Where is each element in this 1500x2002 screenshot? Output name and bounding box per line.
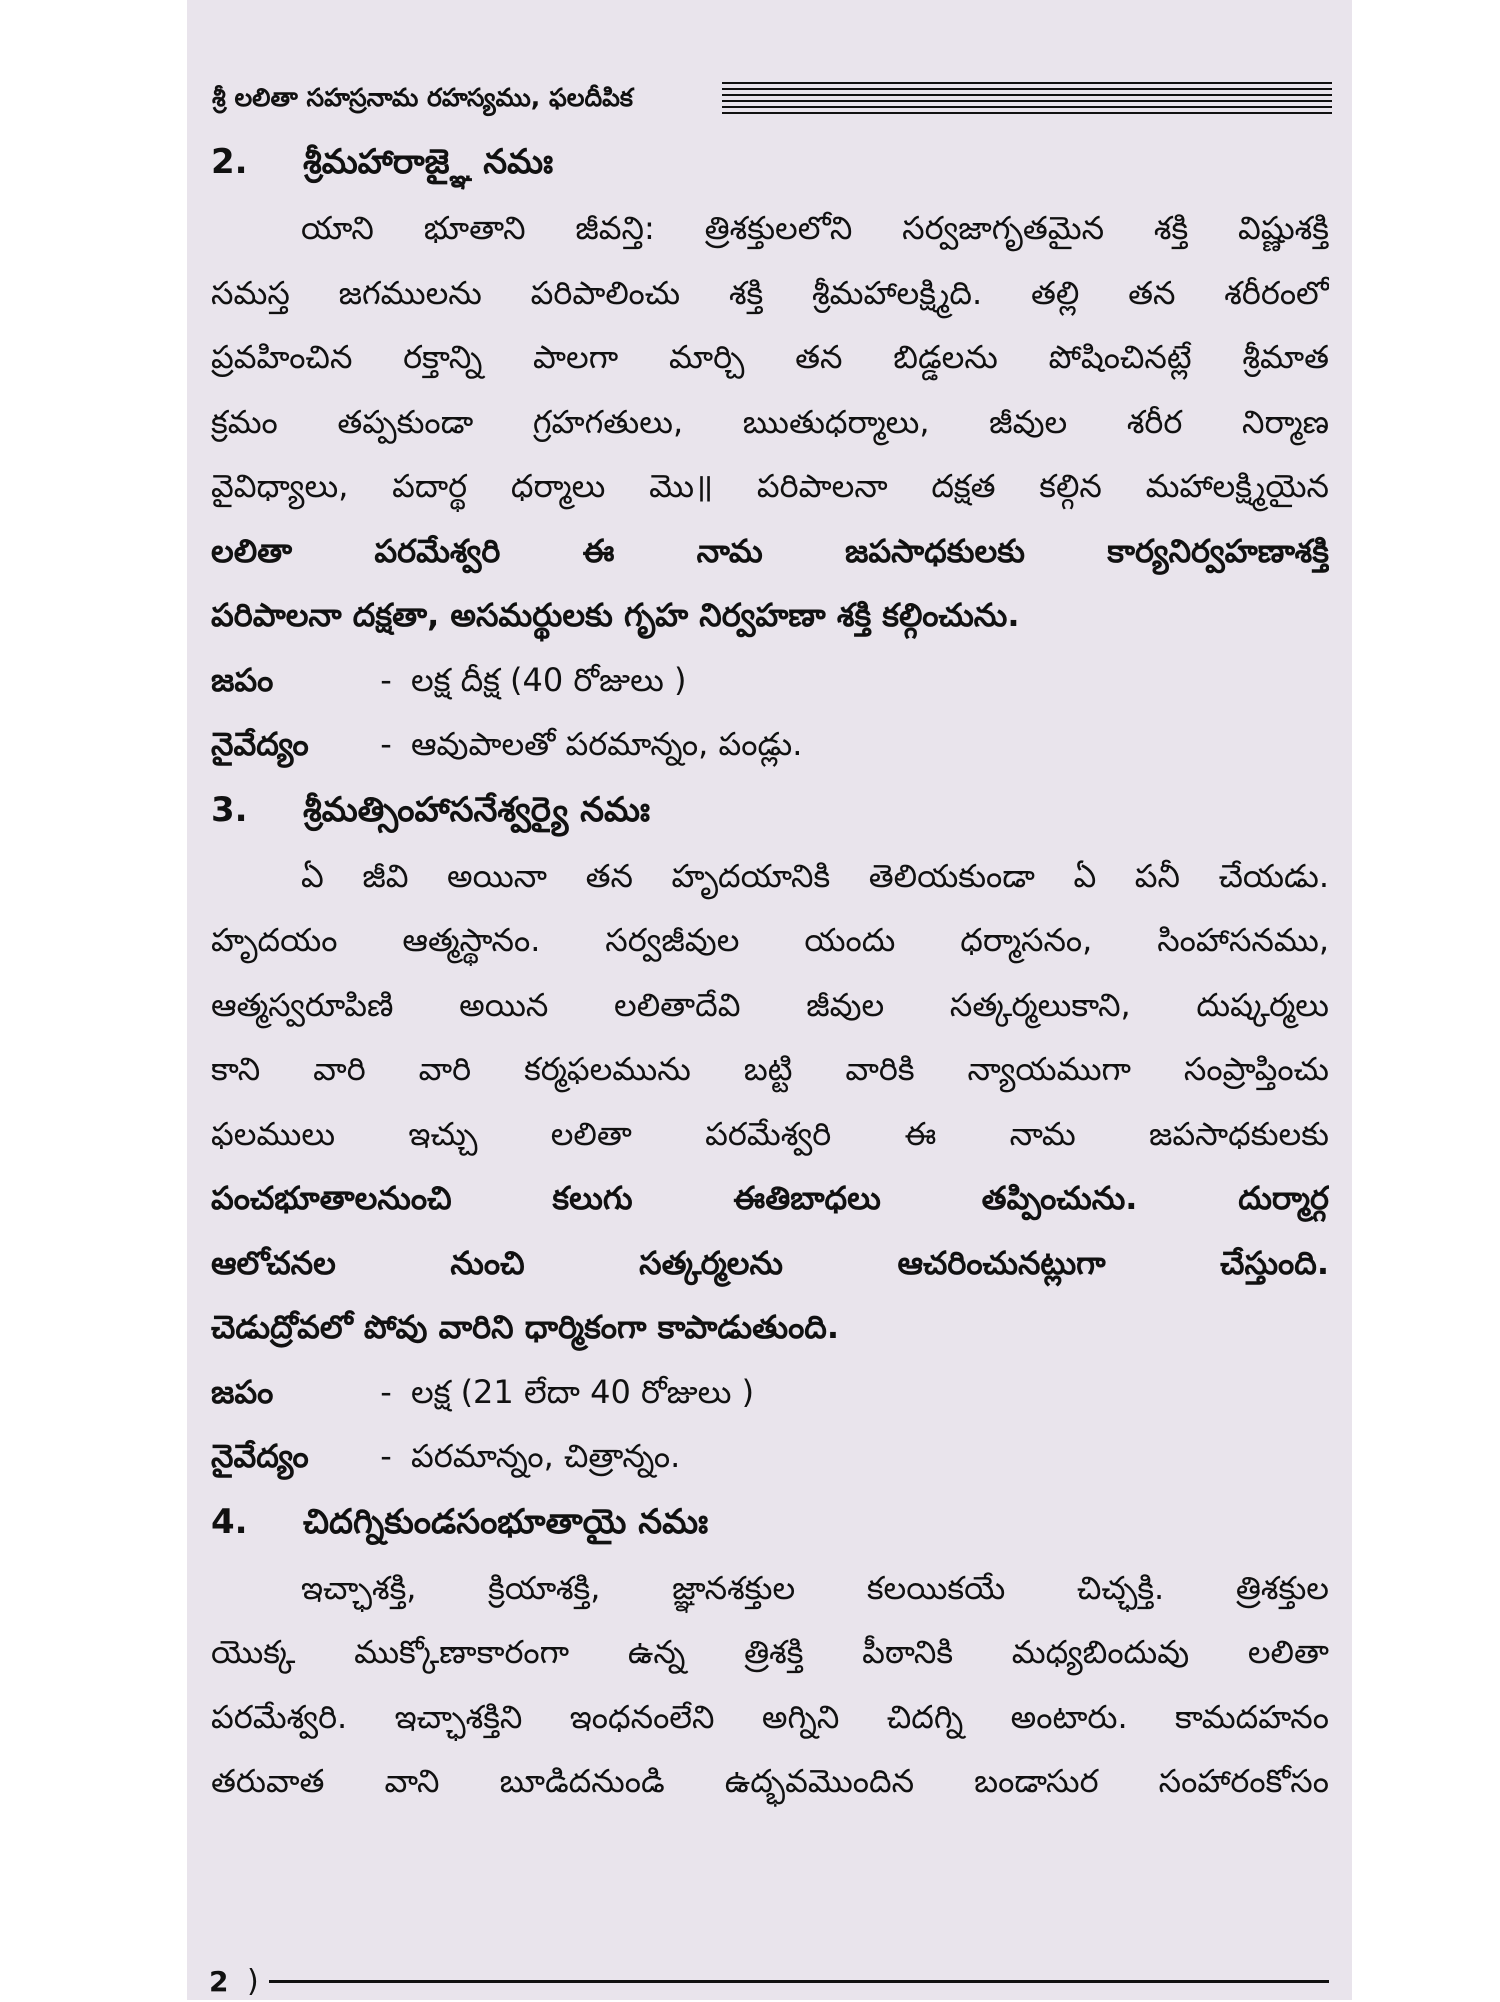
text-line: క్రమం తప్పకుండా గ్రహగతులు, ఋతుధర్మాలు, జీవుల శరీర నిర్మాణ [211,402,1329,441]
page-number: 2 [209,1965,229,1998]
section-number: 3. [211,789,248,830]
text-line: యొక్క ముక్కోణాకారంగా ఉన్న త్రిశక్తి పీఠానికి మధ్యబిందువు లలితా [211,1633,1329,1671]
header-rule-lines [722,82,1332,114]
section-title: శ్రీమహారాజ్ఞై నమః [303,142,554,182]
text-line: ప్రవహించిన రక్తాన్ని పాలగా మార్చి తన బిడ్డలను పోషించినట్లే శ్రీమాత [211,338,1329,376]
page-body [211,128,1329,1814]
dash: - [380,724,392,763]
section-heading [211,776,1329,844]
text-line: కాని వారి వారి కర్మఫలమును బట్టి వారికి న్యాయముగా సంప్రాప్తించు [211,1050,1329,1088]
section-title: చిదగ్నికుండసంభూతాయై నమః [303,1501,709,1542]
section-heading [211,1488,1329,1556]
naivedyam-value: పరమాన్నం, చిత్రాన్నం. [411,1436,681,1475]
section-title: శ్రీమత్సింహాసనేశ్వర్యై నమః [303,789,651,830]
text-line: హృదయం ఆత్మస్థానం. సర్వజీవుల యందు ధర్మాసనం, సింహాసనము, [211,921,1329,959]
page-footer [209,1964,1329,1999]
crescent-ornament-icon: ) [247,1964,259,1999]
section-heading [211,128,1329,196]
naivedyam-value: ఆవుపాలతో పరమాన్నం, పండ్లు. [411,724,803,763]
running-title: శ్రీ లలితా సహస్రనామ రహస్యము, ఫలదీపిక [212,83,633,112]
japam-value: లక్ష దీక్ష (40 రోజులు ) [411,660,687,699]
section-paragraph [211,844,1329,1360]
section-paragraph [211,1556,1329,1814]
text-line: యాని భూతాని జీవన్తి: త్రిశక్తులలోని సర్వజాగృతమైన శక్తి విష్ణుశక్తి [301,209,1329,247]
dash: - [380,1436,392,1475]
japam-label: జపం [211,1372,274,1411]
book-page [187,0,1352,2000]
footer-rule [269,1980,1329,1983]
naivedyam-row [211,1424,1329,1488]
text-line: లలితా పరమేశ్వరి ఈ నామ జపసాధకులకు కార్యనిర్వహణాశక్తి [211,531,1329,570]
text-line: పరమేశ్వరి. ఇచ్ఛాశక్తిని ఇంధనంలేని అగ్నిని చిదగ్ని అంటారు. కామదహనం [211,1697,1329,1736]
naivedyam-label: నైవేద్యం [211,1436,309,1475]
japam-label: జపం [211,660,274,699]
text-line: తరువాత వాని బూడిదనుండి ఉద్భవమొందిన బండాసుర సంహారంకోసం [211,1762,1329,1800]
text-line: ఇచ్ఛాశక్తి, క్రియాశక్తి, జ్ఞానశక్తుల కలయికయే చిచ్ఛక్తి. త్రిశక్తుల [301,1568,1329,1607]
text-line: చెడుద్రోవలో పోవు వారిని ధార్మికంగా కాపాడుతుంది. [211,1308,840,1346]
dash: - [380,660,392,699]
running-header [212,78,1332,118]
japam-row [211,1360,1329,1424]
text-line: ఆలోచనల నుంచి సత్కర్మలను ఆచరించునట్లుగా చేస్తుంది. [211,1243,1329,1282]
text-line: సమస్త జగములను పరిపాలించు శక్తి శ్రీమహాలక్ష్మిది. తల్లి తన శరీరంలో [211,273,1329,312]
text-line: ఆత్మస్వరూపిణి అయిన లలితాదేవి జీవుల సత్కర్మలుకాని, దుష్కర్మలు [211,985,1329,1024]
japam-row [211,648,1329,712]
text-line: ఫలములు ఇచ్చు లలితా పరమేశ్వరి ఈ నామ జపసాధకులకు [211,1114,1329,1153]
text-line: వైవిధ్యాలు, పదార్థ ధర్మాలు మొ॥ పరిపాలనా దక్షత కల్గిన మహాలక్ష్మియైన [211,467,1329,505]
naivedyam-label: నైవేద్యం [211,724,309,763]
section-number: 2. [211,142,248,182]
section-paragraph [211,196,1329,648]
text-line: ఏ జీవి అయినా తన హృదయానికి తెలియకుండా ఏ పనీ చేయడు. [301,856,1329,895]
section-number: 4. [211,1501,248,1542]
naivedyam-row [211,712,1329,776]
text-line: పంచభూతాలనుంచి కలుగు ఈతిబాధలు తప్పించును. దుర్మార్గ [211,1179,1329,1217]
text-line: పరిపాలనా దక్షతా, అసమర్థులకు గృహ నిర్వహణా శక్తి కల్గించును. [211,596,1020,634]
japam-value: లక్ష (21 లేదా 40 రోజులు ) [411,1372,755,1411]
dash: - [380,1372,392,1411]
